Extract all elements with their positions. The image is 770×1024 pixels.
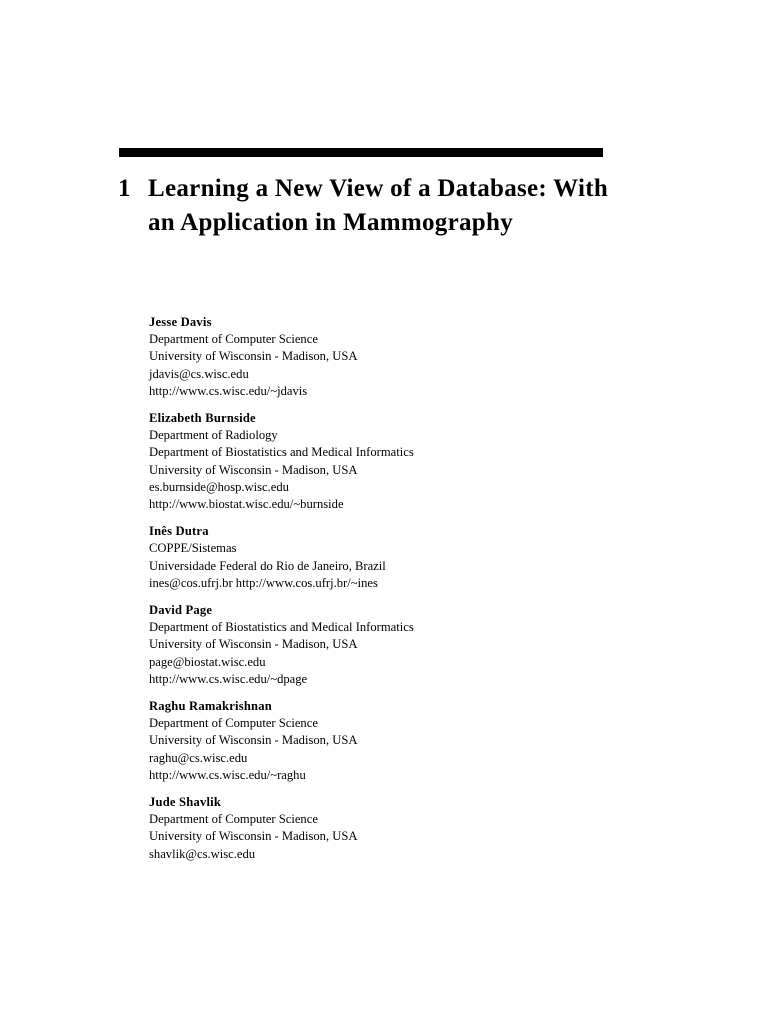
author-homepage: http://www.biostat.wisc.edu/~burnside xyxy=(149,497,344,512)
author-affiliation: University of Wisconsin - Madison, USA xyxy=(149,349,358,364)
author-block xyxy=(149,794,609,863)
chapter-top-rule xyxy=(119,148,603,157)
author-block xyxy=(149,602,609,688)
author-name: Jude Shavlik xyxy=(149,795,222,810)
author-name: David Page xyxy=(149,603,213,618)
chapter-title-line: Learning a New View of a Database: With xyxy=(148,175,609,202)
chapter-number: 1 xyxy=(118,175,131,202)
author-homepage: http://www.cs.wisc.edu/~raghu xyxy=(149,767,306,782)
author-email: shavlik@cs.wisc.edu xyxy=(149,846,256,861)
author-name: Raghu Ramakrishnan xyxy=(149,699,272,714)
author-email: raghu@cs.wisc.edu xyxy=(149,750,248,765)
author-affiliation: University of Wisconsin - Madison, USA xyxy=(149,829,358,844)
author-affiliation: Department of Biostatistics and Medical Informatics xyxy=(149,620,414,635)
author-affiliation: Department of Computer Science xyxy=(149,716,318,731)
author-name: Inês Dutra xyxy=(149,524,209,539)
author-affiliation: Department of Computer Science xyxy=(149,332,318,347)
author-name: Elizabeth Burnside xyxy=(149,411,256,426)
author-list xyxy=(149,314,609,873)
author-affiliation: Department of Radiology xyxy=(149,428,278,443)
chapter-title-line: an Application in Mammography xyxy=(148,209,513,236)
author-affiliation: University of Wisconsin - Madison, USA xyxy=(149,637,358,652)
author-block xyxy=(149,410,609,513)
author-email: ines@cos.ufrj.br http://www.cos.ufrj.br/~ines xyxy=(149,575,378,590)
author-affiliation: University of Wisconsin - Madison, USA xyxy=(149,733,358,748)
author-block xyxy=(149,523,609,592)
author-name: Jesse Davis xyxy=(149,315,212,329)
author-affiliation: Universidade Federal do Rio de Janeiro, Brazil xyxy=(149,558,386,573)
author-email: es.burnside@hosp.wisc.edu xyxy=(149,479,289,494)
author-affiliation: Department of Biostatistics and Medical Informatics xyxy=(149,445,414,460)
author-block xyxy=(149,698,609,784)
author-affiliation: University of Wisconsin - Madison, USA xyxy=(149,462,358,477)
author-affiliation: COPPE/Sistemas xyxy=(149,541,237,556)
author-email: page@biostat.wisc.edu xyxy=(149,654,266,669)
author-email: jdavis@cs.wisc.edu xyxy=(149,366,249,381)
author-homepage: http://www.cs.wisc.edu/~dpage xyxy=(149,671,308,686)
author-homepage: http://www.cs.wisc.edu/~jdavis xyxy=(149,383,308,398)
author-affiliation: Department of Computer Science xyxy=(149,812,318,827)
chapter-title xyxy=(148,172,618,240)
author-block xyxy=(149,314,609,400)
